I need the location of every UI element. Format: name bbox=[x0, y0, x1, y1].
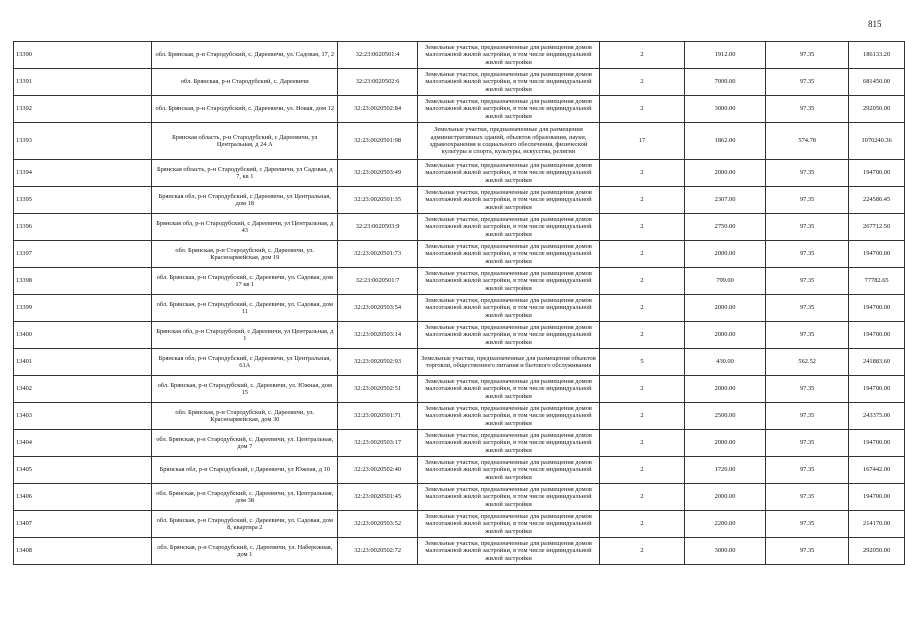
area-cell: 2200.00 bbox=[684, 511, 765, 538]
permitted-use-cell: Земельные участки, предназначенные для размещения объектов торговли, общественного питания и бытового обслуживания bbox=[417, 349, 599, 376]
cadastral-value-cell: 194700.00 bbox=[849, 295, 905, 322]
row-number-cell: 13404 bbox=[14, 430, 152, 457]
row-number-cell: 13393 bbox=[14, 123, 152, 160]
address-cell: обл. Брянская, р-н Стародубский, с. Дареевичи, ул. Южная, дом 15 bbox=[152, 376, 338, 403]
cadastral-number-cell: 32:23:0020502:93 bbox=[338, 349, 418, 376]
permitted-use-cell: Земельные участки, предназначенные для размещения домов малоэтажной жилой застройки, в том числе индивидуальной жилой застройки bbox=[417, 295, 599, 322]
permitted-use-cell: Земельные участки, предназначенные для размещения домов малоэтажной жилой застройки, в том числе индивидуальной жилой застройки bbox=[417, 187, 599, 214]
table-row bbox=[14, 484, 905, 511]
permitted-use-cell: Земельные участки, предназначенные для размещения административных зданий, объектов образования, науки, здравоохранения и социального обеспечения, физической культуры и спорта, культуры, искусства, религии bbox=[417, 123, 599, 160]
table-row bbox=[14, 349, 905, 376]
address-cell: обл. Брянская, р-н Стародубский, с. Дареевичи, ул. Садовая, дом 8, квартира 2 bbox=[152, 511, 338, 538]
area-cell: 2307.00 bbox=[684, 187, 765, 214]
area-cell: 2000.00 bbox=[684, 484, 765, 511]
specific-value-cell: 97.35 bbox=[766, 241, 849, 268]
table-row bbox=[14, 376, 905, 403]
area-cell: 2750.00 bbox=[684, 214, 765, 241]
cadastral-number-cell: 32:23:0020501:98 bbox=[338, 123, 418, 160]
specific-value-cell: 97.35 bbox=[766, 403, 849, 430]
address-cell: обл. Брянская, р-н Стародубский, с. Дареевичи, ул. Центральная, дом 7 bbox=[152, 430, 338, 457]
use-group-cell: 2 bbox=[600, 322, 685, 349]
permitted-use-cell: Земельные участки, предназначенные для размещения домов малоэтажной жилой застройки, в том числе индивидуальной жилой застройки bbox=[417, 96, 599, 123]
specific-value-cell: 97.35 bbox=[766, 430, 849, 457]
area-cell: 799.00 bbox=[684, 268, 765, 295]
cadastral-value-cell: 167442.00 bbox=[849, 457, 905, 484]
specific-value-cell: 97.35 bbox=[766, 295, 849, 322]
use-group-cell: 2 bbox=[600, 187, 685, 214]
use-group-cell: 2 bbox=[600, 430, 685, 457]
address-cell: Брянская обл, р-н Стародубский, с Дареевичи, ул Южная, д 10 bbox=[152, 457, 338, 484]
permitted-use-cell: Земельные участки, предназначенные для размещения домов малоэтажной жилой застройки, в том числе индивидуальной жилой застройки bbox=[417, 160, 599, 187]
use-group-cell: 2 bbox=[600, 42, 685, 69]
permitted-use-cell: Земельные участки, предназначенные для размещения домов малоэтажной жилой застройки, в том числе индивидуальной жилой застройки bbox=[417, 69, 599, 96]
table-row bbox=[14, 511, 905, 538]
specific-value-cell: 97.35 bbox=[766, 322, 849, 349]
area-cell: 1912.00 bbox=[684, 42, 765, 69]
specific-value-cell: 97.35 bbox=[766, 484, 849, 511]
table-row bbox=[14, 457, 905, 484]
use-group-cell: 2 bbox=[600, 214, 685, 241]
use-group-cell: 2 bbox=[600, 511, 685, 538]
cadastral-number-cell: 32:23:0020501:73 bbox=[338, 241, 418, 268]
permitted-use-cell: Земельные участки, предназначенные для размещения домов малоэтажной жилой застройки, в том числе индивидуальной жилой застройки bbox=[417, 430, 599, 457]
specific-value-cell: 97.35 bbox=[766, 160, 849, 187]
cadastral-value-cell: 186133.20 bbox=[849, 42, 905, 69]
cadastral-number-cell: 32:23:0020503:17 bbox=[338, 430, 418, 457]
address-cell: обл. Брянская, р-н Стародубский, с. Дареевичи, ул. Садовая, дом 17 кв 1 bbox=[152, 268, 338, 295]
permitted-use-cell: Земельные участки, предназначенные для размещения домов малоэтажной жилой застройки, в том числе индивидуальной жилой застройки bbox=[417, 376, 599, 403]
address-cell: Брянская обл, р-н Стародубский, с Дареевичи, ул Центральная, дом 18 bbox=[152, 187, 338, 214]
area-cell: 2500.00 bbox=[684, 403, 765, 430]
area-cell: 1720.00 bbox=[684, 457, 765, 484]
row-number-cell: 13395 bbox=[14, 187, 152, 214]
cadastral-number-cell: 32:23:0020502:72 bbox=[338, 538, 418, 565]
area-cell: 2000.00 bbox=[684, 295, 765, 322]
area-cell: 2000.00 bbox=[684, 376, 765, 403]
cadastral-value-cell: 292050.00 bbox=[849, 538, 905, 565]
cadastral-value-cell: 194700.00 bbox=[849, 322, 905, 349]
specific-value-cell: 97.35 bbox=[766, 96, 849, 123]
permitted-use-cell: Земельные участки, предназначенные для размещения домов малоэтажной жилой застройки, в том числе индивидуальной жилой застройки bbox=[417, 511, 599, 538]
permitted-use-cell: Земельные участки, предназначенные для размещения домов малоэтажной жилой застройки, в том числе индивидуальной жилой застройки bbox=[417, 538, 599, 565]
row-number-cell: 13405 bbox=[14, 457, 152, 484]
row-number-cell: 13401 bbox=[14, 349, 152, 376]
permitted-use-cell: Земельные участки, предназначенные для размещения домов малоэтажной жилой застройки, в том числе индивидуальной жилой застройки bbox=[417, 42, 599, 69]
table-row bbox=[14, 538, 905, 565]
cadastral-value-cell: 194700.00 bbox=[849, 430, 905, 457]
table-row bbox=[14, 268, 905, 295]
row-number-cell: 13400 bbox=[14, 322, 152, 349]
row-number-cell: 13403 bbox=[14, 403, 152, 430]
permitted-use-cell: Земельные участки, предназначенные для размещения домов малоэтажной жилой застройки, в том числе индивидуальной жилой застройки bbox=[417, 214, 599, 241]
cadastral-value-cell: 77782.65 bbox=[849, 268, 905, 295]
area-cell: 1862.00 bbox=[684, 123, 765, 160]
table-row bbox=[14, 430, 905, 457]
cadastral-value-cell: 681450.00 bbox=[849, 69, 905, 96]
specific-value-cell: 97.35 bbox=[766, 376, 849, 403]
cadastral-number-cell: 32:23:0020503:52 bbox=[338, 511, 418, 538]
table-row bbox=[14, 295, 905, 322]
cadastral-number-cell: 32:23:0020501:7 bbox=[338, 268, 418, 295]
permitted-use-cell: Земельные участки, предназначенные для размещения домов малоэтажной жилой застройки, в том числе индивидуальной жилой застройки bbox=[417, 268, 599, 295]
cadastral-number-cell: 32:23:0020503:14 bbox=[338, 322, 418, 349]
table-row bbox=[14, 322, 905, 349]
address-cell: Брянская обл, р-н Стародубский, с Дареевичи, ул Центральная, 61А bbox=[152, 349, 338, 376]
cadastral-number-cell: 32:23:0020502:84 bbox=[338, 96, 418, 123]
table-row bbox=[14, 96, 905, 123]
area-cell: 7000.00 bbox=[684, 69, 765, 96]
use-group-cell: 2 bbox=[600, 457, 685, 484]
table-row bbox=[14, 69, 905, 96]
area-cell: 430.00 bbox=[684, 349, 765, 376]
cadastral-value-cell: 194700.00 bbox=[849, 160, 905, 187]
row-number-cell: 13406 bbox=[14, 484, 152, 511]
cadastral-value-cell: 1070240.36 bbox=[849, 123, 905, 160]
address-cell: обл. Брянская, р-н Стародубский, с. Дареевичи, ул. Садовая, 17, 2 bbox=[152, 42, 338, 69]
specific-value-cell: 97.35 bbox=[766, 214, 849, 241]
area-cell: 2000.00 bbox=[684, 160, 765, 187]
specific-value-cell: 574.78 bbox=[766, 123, 849, 160]
cadastral-number-cell: 32:23:0020502:51 bbox=[338, 376, 418, 403]
row-number-cell: 13394 bbox=[14, 160, 152, 187]
use-group-cell: 2 bbox=[600, 160, 685, 187]
area-cell: 3000.00 bbox=[684, 96, 765, 123]
cadastral-number-cell: 32:23:0020501:35 bbox=[338, 187, 418, 214]
address-cell: обл. Брянская, р-н Стародубский, с. Дареевичи, ул. Центральная, дом 38 bbox=[152, 484, 338, 511]
specific-value-cell: 97.35 bbox=[766, 42, 849, 69]
specific-value-cell: 97.35 bbox=[766, 457, 849, 484]
address-cell: обл. Брянская, р-н Стародубский, с. Дареевичи, ул. Красноармейская, дом 19 bbox=[152, 241, 338, 268]
address-cell: обл. Брянская, р-н Стародубский, с. Дареевичи bbox=[152, 69, 338, 96]
row-number-cell: 13390 bbox=[14, 42, 152, 69]
specific-value-cell: 562.52 bbox=[766, 349, 849, 376]
cadastral-value-cell: 243375.00 bbox=[849, 403, 905, 430]
table-body bbox=[14, 42, 905, 565]
specific-value-cell: 97.35 bbox=[766, 538, 849, 565]
use-group-cell: 2 bbox=[600, 69, 685, 96]
cadastral-value-cell: 214170.00 bbox=[849, 511, 905, 538]
row-number-cell: 13402 bbox=[14, 376, 152, 403]
cadastral-number-cell: 32:23:0020501:45 bbox=[338, 484, 418, 511]
cadastral-value-cell: 194700.00 bbox=[849, 376, 905, 403]
specific-value-cell: 97.35 bbox=[766, 268, 849, 295]
row-number-cell: 13396 bbox=[14, 214, 152, 241]
cadastral-number-cell: 32:23:0020503:49 bbox=[338, 160, 418, 187]
address-cell: Брянская область, р-н Стародубский, с Дареевичи, ул Центральная, д 24 А bbox=[152, 123, 338, 160]
specific-value-cell: 97.35 bbox=[766, 69, 849, 96]
permitted-use-cell: Земельные участки, предназначенные для размещения домов малоэтажной жилой застройки, в том числе индивидуальной жилой застройки bbox=[417, 457, 599, 484]
permitted-use-cell: Земельные участки, предназначенные для размещения домов малоэтажной жилой застройки, в том числе индивидуальной жилой застройки bbox=[417, 403, 599, 430]
cadastral-number-cell: 32:23:0020502:40 bbox=[338, 457, 418, 484]
address-cell: обл. Брянская, р-н Стародубский, с. Дареевичи, ул. Новая, дом 12 bbox=[152, 96, 338, 123]
row-number-cell: 13399 bbox=[14, 295, 152, 322]
cadastral-value-cell: 267712.50 bbox=[849, 214, 905, 241]
permitted-use-cell: Земельные участки, предназначенные для размещения домов малоэтажной жилой застройки, в том числе индивидуальной жилой застройки bbox=[417, 484, 599, 511]
area-cell: 3000.00 bbox=[684, 538, 765, 565]
row-number-cell: 13392 bbox=[14, 96, 152, 123]
table-row bbox=[14, 241, 905, 268]
permitted-use-cell: Земельные участки, предназначенные для размещения домов малоэтажной жилой застройки, в том числе индивидуальной жилой застройки bbox=[417, 322, 599, 349]
specific-value-cell: 97.35 bbox=[766, 187, 849, 214]
table-row bbox=[14, 187, 905, 214]
use-group-cell: 2 bbox=[600, 268, 685, 295]
row-number-cell: 13397 bbox=[14, 241, 152, 268]
address-cell: Брянская обл, р-н Стародубский, с Дареевичи, ул Центральная, д 1 bbox=[152, 322, 338, 349]
page-number: 815 bbox=[868, 19, 882, 29]
cadastral-number-cell: 32:23:0020503:9 bbox=[338, 214, 418, 241]
cadastral-value-cell: 194700.00 bbox=[849, 484, 905, 511]
table-row bbox=[14, 42, 905, 69]
address-cell: обл. Брянская, р-н Стародубский, с. Дареевичи, ул. Набережная, дом 1 bbox=[152, 538, 338, 565]
use-group-cell: 2 bbox=[600, 376, 685, 403]
address-cell: обл. Брянская, р-н Стародубский, с. Дареевичи, ул. Красноармейская, дом 30 bbox=[152, 403, 338, 430]
use-group-cell: 2 bbox=[600, 96, 685, 123]
address-cell: Брянская область, р-н Стародубский, с Дареевичи, ул Садовая, д 7, кв 1 bbox=[152, 160, 338, 187]
table-row bbox=[14, 214, 905, 241]
cadastral-number-cell: 32:23:0020502:6 bbox=[338, 69, 418, 96]
table-row bbox=[14, 403, 905, 430]
cadastral-number-cell: 32:23:0020503:54 bbox=[338, 295, 418, 322]
permitted-use-cell: Земельные участки, предназначенные для размещения домов малоэтажной жилой застройки, в том числе индивидуальной жилой застройки bbox=[417, 241, 599, 268]
cadastral-number-cell: 32:23:0020501:71 bbox=[338, 403, 418, 430]
use-group-cell: 5 bbox=[600, 349, 685, 376]
table-row bbox=[14, 160, 905, 187]
land-register-table bbox=[13, 41, 905, 565]
use-group-cell: 17 bbox=[600, 123, 685, 160]
table-row bbox=[14, 123, 905, 160]
use-group-cell: 2 bbox=[600, 538, 685, 565]
cadastral-value-cell: 292050.00 bbox=[849, 96, 905, 123]
cadastral-number-cell: 32:23:0020501:4 bbox=[338, 42, 418, 69]
specific-value-cell: 97.35 bbox=[766, 511, 849, 538]
row-number-cell: 13391 bbox=[14, 69, 152, 96]
cadastral-value-cell: 224586.45 bbox=[849, 187, 905, 214]
address-cell: обл. Брянская, р-н Стародубский, с. Дареевичи, ул. Садовая, дом 11 bbox=[152, 295, 338, 322]
address-cell: Брянская обл, р-н Стародубский, с Дареевичи, ул Центральная, д 43 bbox=[152, 214, 338, 241]
cadastral-value-cell: 194700.00 bbox=[849, 241, 905, 268]
use-group-cell: 2 bbox=[600, 403, 685, 430]
use-group-cell: 2 bbox=[600, 241, 685, 268]
use-group-cell: 2 bbox=[600, 295, 685, 322]
row-number-cell: 13398 bbox=[14, 268, 152, 295]
use-group-cell: 2 bbox=[600, 484, 685, 511]
row-number-cell: 13408 bbox=[14, 538, 152, 565]
area-cell: 2000.00 bbox=[684, 241, 765, 268]
cadastral-value-cell: 241883.60 bbox=[849, 349, 905, 376]
area-cell: 2000.00 bbox=[684, 322, 765, 349]
area-cell: 2000.00 bbox=[684, 430, 765, 457]
row-number-cell: 13407 bbox=[14, 511, 152, 538]
